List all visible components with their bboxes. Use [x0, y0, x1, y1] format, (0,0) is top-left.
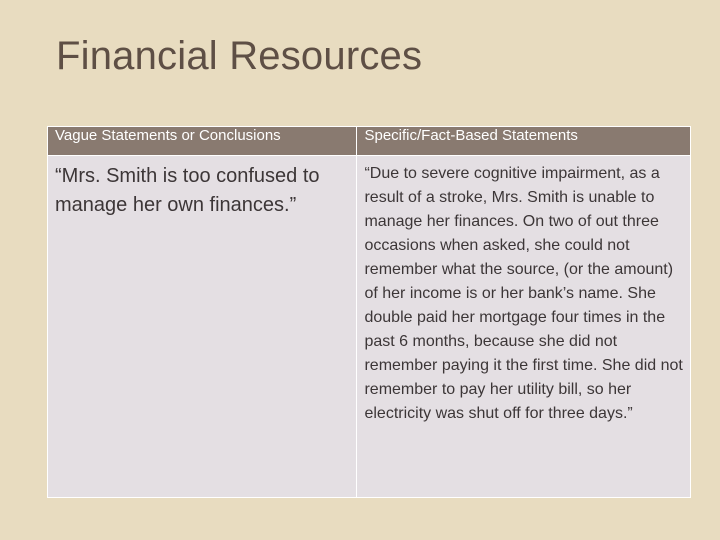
specific-statement-cell: “Due to severe cognitive impairment, as a result of a stroke, Mrs. Smith is unable to manage her finances. On two of out three occasions when asked, she could not remember what the source, (or the amount) of her income is or her bank’s name. She double paid her mortgage four times in the past 6 months, because she did not remember paying it the first time. She did not remember to pay her utility bill, so her electricity was shut off for three days.” [357, 156, 691, 498]
header-specific-statements: Specific/Fact-Based Statements [357, 127, 691, 156]
vague-statement-cell: “Mrs. Smith is too confused to manage her own finances.” [48, 156, 357, 498]
table-header-row [48, 127, 691, 156]
comparison-table [47, 126, 691, 498]
table-row [48, 156, 691, 498]
header-vague-statements: Vague Statements or Conclusions [48, 127, 357, 156]
slide-title: Financial Resources [56, 34, 423, 78]
